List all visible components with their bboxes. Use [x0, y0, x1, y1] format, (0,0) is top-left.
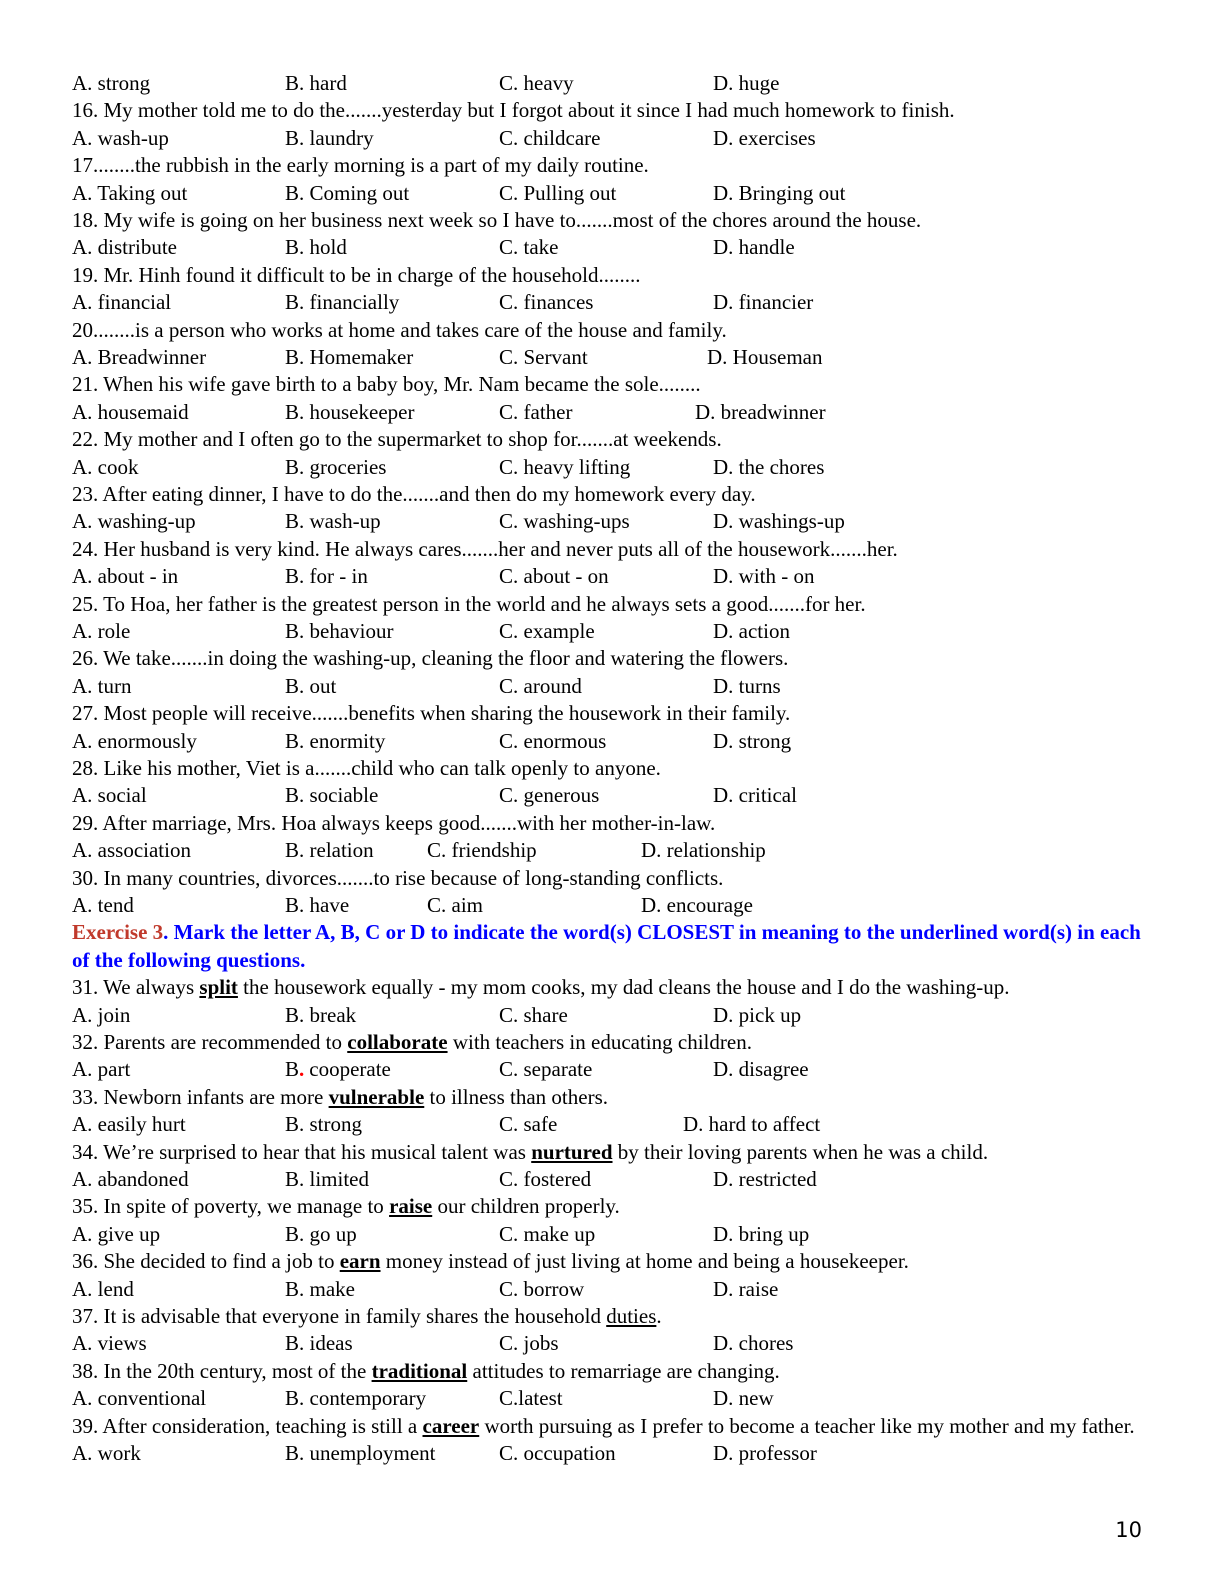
- option-b: B. wash-up: [285, 509, 381, 534]
- option-a: A. role: [72, 618, 131, 643]
- option-b: B. sociable: [285, 783, 379, 808]
- option-a: A. association: [72, 838, 191, 863]
- option-a: A. Breadwinner: [72, 344, 207, 369]
- answer-options: [72, 1221, 1152, 1248]
- question-text: 30. In many countries, divorces.......to rise because of long-standing conflicts.: [72, 865, 724, 890]
- option-a: A. views: [72, 1331, 147, 1356]
- option-d: D. restricted: [713, 1166, 817, 1191]
- exercise-3-heading: Exercise 3. Mark the letter A, B, C or D to indicate the word(s) CLOSEST in meaning to the underlined word(s) in each of the following questions.: [72, 920, 1141, 972]
- underlined-word: raise: [389, 1194, 433, 1219]
- question-text: 37. It is advisable that everyone in family shares the household duties.: [72, 1303, 662, 1328]
- option-d: D. new: [713, 1386, 774, 1411]
- option-d: D. professor: [713, 1440, 817, 1465]
- option-b: B. cooperate: [285, 1057, 391, 1082]
- option-c: C. share: [499, 1002, 568, 1027]
- option-c: C. finances: [499, 290, 594, 315]
- option-d: D. financier: [713, 290, 814, 315]
- underlined-word: career: [422, 1413, 480, 1438]
- option-b: B. make: [285, 1276, 355, 1301]
- answer-options: [72, 289, 1152, 316]
- option-b: B. contemporary: [285, 1386, 427, 1411]
- question-text: 38. In the 20th century, most of the traditional attitudes to remarriage are changing.: [72, 1358, 780, 1383]
- question-text: 21. When his wife gave birth to a baby boy, Mr. Nam became the sole........: [72, 372, 701, 397]
- option-c: C. around: [499, 673, 582, 698]
- answer-options: [72, 892, 1152, 919]
- question-text: 26. We take.......in doing the washing-up, cleaning the floor and watering the flowers.: [72, 646, 789, 671]
- answer-options: [72, 1166, 1152, 1193]
- option-d: D. Bringing out: [713, 180, 846, 205]
- option-d: D. chores: [713, 1331, 794, 1356]
- question-text: 22. My mother and I often go to the supermarket to shop for.......at weekends.: [72, 427, 722, 452]
- option-a: A. strong: [72, 71, 151, 95]
- option-c: C. separate: [499, 1057, 593, 1082]
- option-a: A. tend: [72, 892, 134, 917]
- answer-options: [72, 1056, 1152, 1083]
- option-a: A. distribute: [72, 235, 177, 260]
- answer-options: [72, 618, 1152, 645]
- answer-options: [72, 508, 1152, 535]
- exercise-instruction: Mark the letter A, B, C or D to indicate the word(s) CLOSEST in meaning to the underlined word(s) in each of the following questions.: [72, 920, 1141, 972]
- answer-options: [72, 1276, 1152, 1303]
- answer-options: [72, 728, 1152, 755]
- option-c: C. fostered: [499, 1166, 592, 1191]
- question-text: 25. To Hoa, her father is the greatest person in the world and he always sets a good.......for her.: [72, 591, 866, 616]
- answer-options: [72, 344, 1152, 371]
- option-d: D. the chores: [713, 454, 825, 479]
- option-a: A. housemaid: [72, 399, 189, 424]
- answer-options: [72, 837, 1152, 864]
- answer-options: [72, 399, 1152, 426]
- option-b: B. groceries: [285, 454, 387, 479]
- option-b: B. go up: [285, 1221, 357, 1246]
- option-c: C. heavy lifting: [499, 454, 631, 479]
- option-a: A. give up: [72, 1221, 161, 1246]
- option-a: A. part: [72, 1057, 131, 1082]
- question-text: 17........the rubbish in the early morning is a part of my daily routine.: [72, 153, 649, 178]
- option-b: B. for - in: [285, 564, 368, 589]
- option-a: A. Taking out: [72, 180, 188, 205]
- option-b: B. behaviour: [285, 618, 394, 643]
- option-d: D. relationship: [641, 838, 766, 863]
- option-c: C. Servant: [499, 344, 588, 369]
- option-b: B. limited: [285, 1166, 369, 1191]
- underlined-word: collaborate: [347, 1029, 448, 1054]
- option-a: A. enormously: [72, 728, 197, 753]
- option-b: B. laundry: [285, 125, 374, 150]
- option-c: C. about - on: [499, 564, 609, 589]
- option-d: D. breadwinner: [695, 399, 826, 424]
- question-text: 18. My wife is going on her business next week so I have to.......most of the chores around the house.: [72, 207, 922, 232]
- option-b: B. unemployment: [285, 1440, 436, 1465]
- option-b: B. enormity: [285, 728, 386, 753]
- document-page: [72, 70, 1152, 1467]
- option-d: D. exercises: [713, 125, 816, 150]
- option-b: B. hold: [285, 235, 347, 260]
- option-d: D. critical: [713, 783, 797, 808]
- option-d: D. strong: [713, 728, 792, 753]
- question-text: 19. Mr. Hinh found it difficult to be in charge of the household........: [72, 262, 641, 287]
- answer-options: [72, 782, 1152, 809]
- answer-options: [72, 673, 1152, 700]
- option-a: A. easily hurt: [72, 1112, 186, 1137]
- option-d: D. with - on: [713, 564, 815, 589]
- option-b: B. relation: [285, 838, 374, 863]
- option-a: A. cook: [72, 454, 139, 479]
- option-a: A. work: [72, 1440, 141, 1465]
- option-d: D. action: [713, 618, 790, 643]
- option-a: A. financial: [72, 290, 172, 315]
- option-a: A. join: [72, 1002, 131, 1027]
- option-c: C.latest: [499, 1386, 563, 1411]
- question-text: 23. After eating dinner, I have to do the.......and then do my homework every day.: [72, 481, 756, 506]
- option-b: B. ideas: [285, 1331, 353, 1356]
- option-b: B. hard: [285, 71, 347, 95]
- answer-options: [72, 180, 1152, 207]
- option-c: C. washing-ups: [499, 509, 630, 534]
- answer-options: [72, 125, 1152, 152]
- option-c: C. father: [499, 399, 573, 424]
- option-b: B. out: [285, 673, 337, 698]
- option-c: C. take: [499, 235, 559, 260]
- option-d: D. handle: [713, 235, 795, 260]
- question-text: 35. In spite of poverty, we manage to raise our children properly.: [72, 1194, 620, 1219]
- option-d: D. huge: [713, 71, 780, 95]
- question-text: 16. My mother told me to do the.......yesterday but I forgot about it since I had much homework to finish.: [72, 98, 955, 123]
- underlined-word: split: [199, 975, 238, 1000]
- option-c: C. heavy: [499, 71, 574, 95]
- question-text: 29. After marriage, Mrs. Hoa always keeps good.......with her mother-in-law.: [72, 810, 716, 835]
- underlined-word: earn: [339, 1249, 381, 1274]
- question-text: 27. Most people will receive.......benefits when sharing the housework in their family.: [72, 701, 791, 726]
- answer-options: [72, 1002, 1152, 1029]
- answer-options: [72, 1330, 1152, 1357]
- option-c: C. enormous: [499, 728, 607, 753]
- option-c: C. occupation: [499, 1440, 616, 1465]
- option-a: A. abandoned: [72, 1166, 189, 1191]
- option-d: D. encourage: [641, 892, 753, 917]
- answer-options: [72, 1385, 1152, 1412]
- answer-options: [72, 563, 1152, 590]
- option-b: B. have: [285, 892, 350, 917]
- option-b: B. financially: [285, 290, 400, 315]
- option-d: D. bring up: [713, 1221, 810, 1246]
- option-d: D. hard to affect: [683, 1112, 821, 1137]
- option-b: B. break: [285, 1002, 357, 1027]
- option-c: C. friendship: [427, 838, 537, 863]
- option-c: C. childcare: [499, 125, 601, 150]
- option-a: A. washing-up: [72, 509, 196, 534]
- underlined-word: traditional: [371, 1358, 468, 1383]
- option-c: C. borrow: [499, 1276, 585, 1301]
- option-d: D. pick up: [713, 1002, 802, 1027]
- page-number: 10: [1115, 1518, 1142, 1542]
- option-b: B. housekeeper: [285, 399, 415, 424]
- option-c: C. aim: [427, 892, 483, 917]
- option-d: D. Houseman: [707, 344, 823, 369]
- answer-options: [72, 454, 1152, 481]
- answer-options: [72, 234, 1152, 261]
- option-c: C. Pulling out: [499, 180, 617, 205]
- option-a: A. social: [72, 783, 147, 808]
- question-text: 28. Like his mother, Viet is a.......child who can talk openly to anyone.: [72, 755, 661, 780]
- option-c: C. safe: [499, 1112, 558, 1137]
- question-text: 24. Her husband is very kind. He always cares.......her and never puts all of the housework.......her.: [72, 536, 898, 561]
- option-c: C. generous: [499, 783, 600, 808]
- option-a: A. about - in: [72, 564, 179, 589]
- option-d: D. raise: [713, 1276, 779, 1301]
- option-b: B. Homemaker: [285, 344, 414, 369]
- question-text: 39. After consideration, teaching is still a career worth pursuing as I prefer to become a teacher like my mother and my father.: [72, 1413, 1135, 1438]
- option-c: C. make up: [499, 1221, 596, 1246]
- question-text: 34. We’re surprised to hear that his musical talent was nurtured by their loving parents when he was a child.: [72, 1139, 989, 1164]
- question-text: 36. She decided to find a job to earn money instead of just living at home and being a housekeeper.: [72, 1249, 909, 1274]
- option-a: A. wash-up: [72, 125, 169, 150]
- question-text: 33. Newborn infants are more vulnerable to illness than others.: [72, 1084, 608, 1109]
- option-c: C. jobs: [499, 1331, 559, 1356]
- option-a: A. lend: [72, 1276, 134, 1301]
- option-d: D. disagree: [713, 1057, 809, 1082]
- answer-options: [72, 70, 1152, 97]
- exercise-label: Exercise 3: [72, 920, 164, 945]
- option-b: B. Coming out: [285, 180, 410, 205]
- answer-options: [72, 1440, 1152, 1467]
- option-c: C. example: [499, 618, 595, 643]
- underlined-word: duties: [606, 1303, 657, 1328]
- option-b: B. strong: [285, 1112, 363, 1137]
- option-a: A. turn: [72, 673, 132, 698]
- answer-options: [72, 1111, 1152, 1138]
- question-text: 32. Parents are recommended to collaborate with teachers in educating children.: [72, 1029, 752, 1054]
- option-a: A. conventional: [72, 1386, 207, 1411]
- underlined-word: nurtured: [531, 1139, 613, 1164]
- question-text: 20........is a person who works at home and takes care of the house and family.: [72, 317, 727, 342]
- option-d: D. turns: [713, 673, 781, 698]
- underlined-word: vulnerable: [328, 1084, 425, 1109]
- question-text: 31. We always split the housework equally - my mom cooks, my dad cleans the house and I do the washing-up.: [72, 975, 1010, 1000]
- option-d: D. washings-up: [713, 509, 845, 534]
